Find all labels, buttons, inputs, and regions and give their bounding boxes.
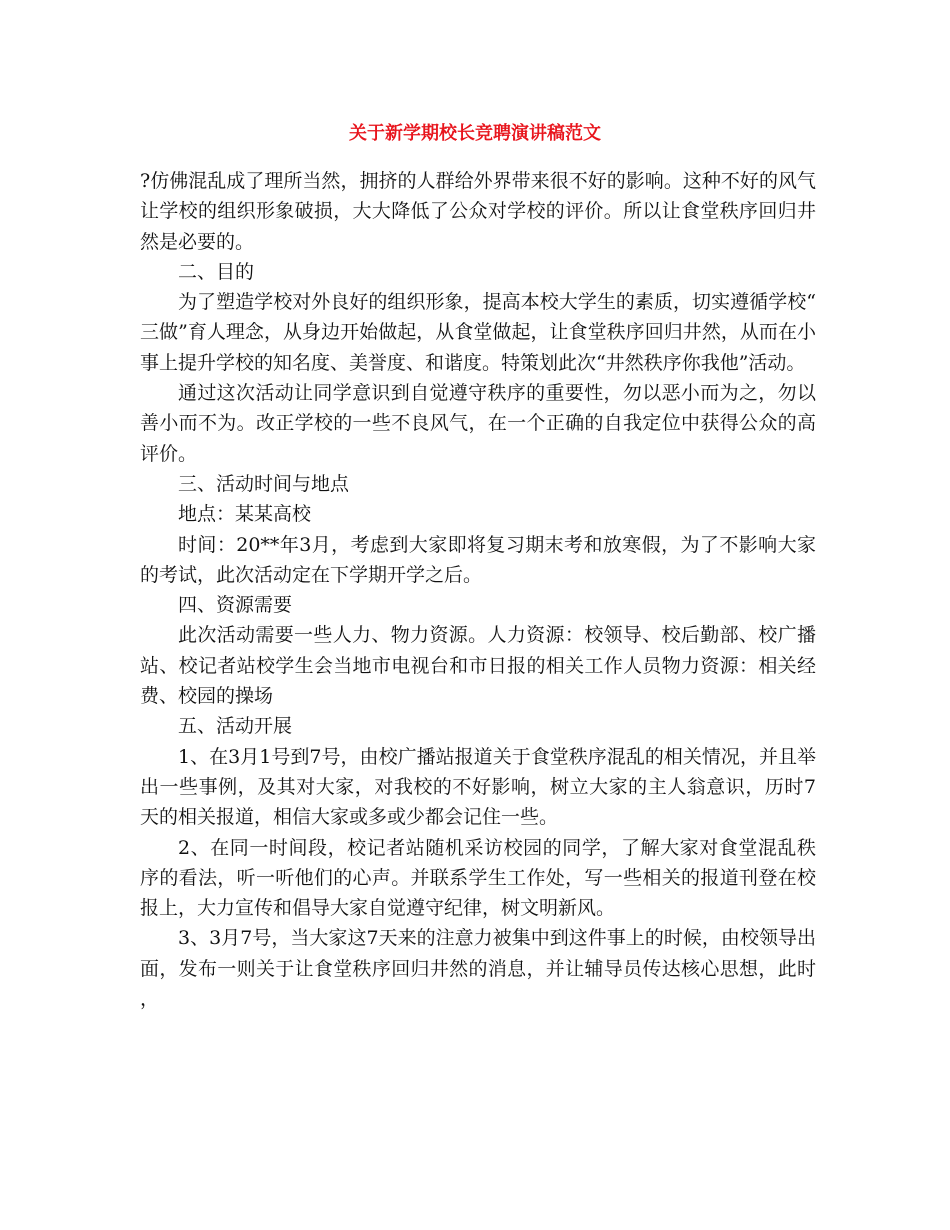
paragraph-time: 时间：20**年3月，考虑到大家即将复习期末考和放寒假，为了不影响大家的考试，此次活动定在下学期开学之后。 [140, 533, 816, 586]
document-title: 关于新学期校长竞聘演讲稿范文 [349, 123, 601, 144]
paragraph-activity-2: 2、在同一时间段，校记者站随机采访校园的同学，了解大家对食堂混乱秩序的看法，听一听他们的心声。并联系学生工作处，写一些相关的报道刊登在校报上，大力宣传和倡导大家自觉遵守纪律，树文明新风。 [140, 836, 816, 920]
paragraph-goal: 通过这次活动让同学意识到自觉遵守秩序的重要性，勿以恶小而为之，勿以善小而不为。改正学校的一些不良风气，在一个正确的自我定位中获得公众的高评价。 [140, 382, 816, 465]
paragraph-activity-1: 1、在3月1号到7号，由校广播站报道关于食堂秩序混乱的相关情况，并且举出一些事例，及其对大家，对我校的不好影响，树立大家的主人翁意识，历时7天的相关报道，相信大家或多或少都会记住一些。 [140, 745, 816, 829]
paragraph-resources: 此次活动需要一些人力、物力资源。人力资源：校领导、校后勤部、校广播站、校记者站校学生会当地市电视台和市日报的相关工作人员物力资源：相关经费、校园的操场 [140, 624, 816, 708]
paragraph-purpose: 为了塑造学校对外良好的组织形象，提高本校大学生的素质，切实遵循学校“三做”育人理念，从身边开始做起，从食堂做起，让食堂秩序回归井然，从而在小事上提升学校的知名度、美誉度、和谐度。特策划此次“井然秩序你我他”活动。 [140, 291, 816, 374]
section-heading-activities: 五、活动开展 [178, 715, 293, 738]
paragraph-place: 地点：某某高校 [178, 503, 312, 526]
paragraph-activity-3: 3、3月7号，当大家这7天来的注意力被集中到这件事上的时候，由校领导出面，发布一则关于让食堂秩序回归井然的消息，并让辅导员传达核心思想，此时， [140, 927, 816, 1011]
paragraph-1: ?仿佛混乱成了理所当然，拥挤的人群给外界带来很不好的影响。这种不好的风气让学校的组织形象破损，大大降低了公众对学校的评价。所以让食堂秩序回归井然是必要的。 [140, 170, 816, 253]
section-heading-time-place: 三、活动时间与地点 [178, 472, 350, 495]
document-body [140, 166, 816, 1014]
section-heading-resources: 四、资源需要 [178, 594, 293, 617]
section-heading-purpose: 二、目的 [178, 260, 255, 283]
